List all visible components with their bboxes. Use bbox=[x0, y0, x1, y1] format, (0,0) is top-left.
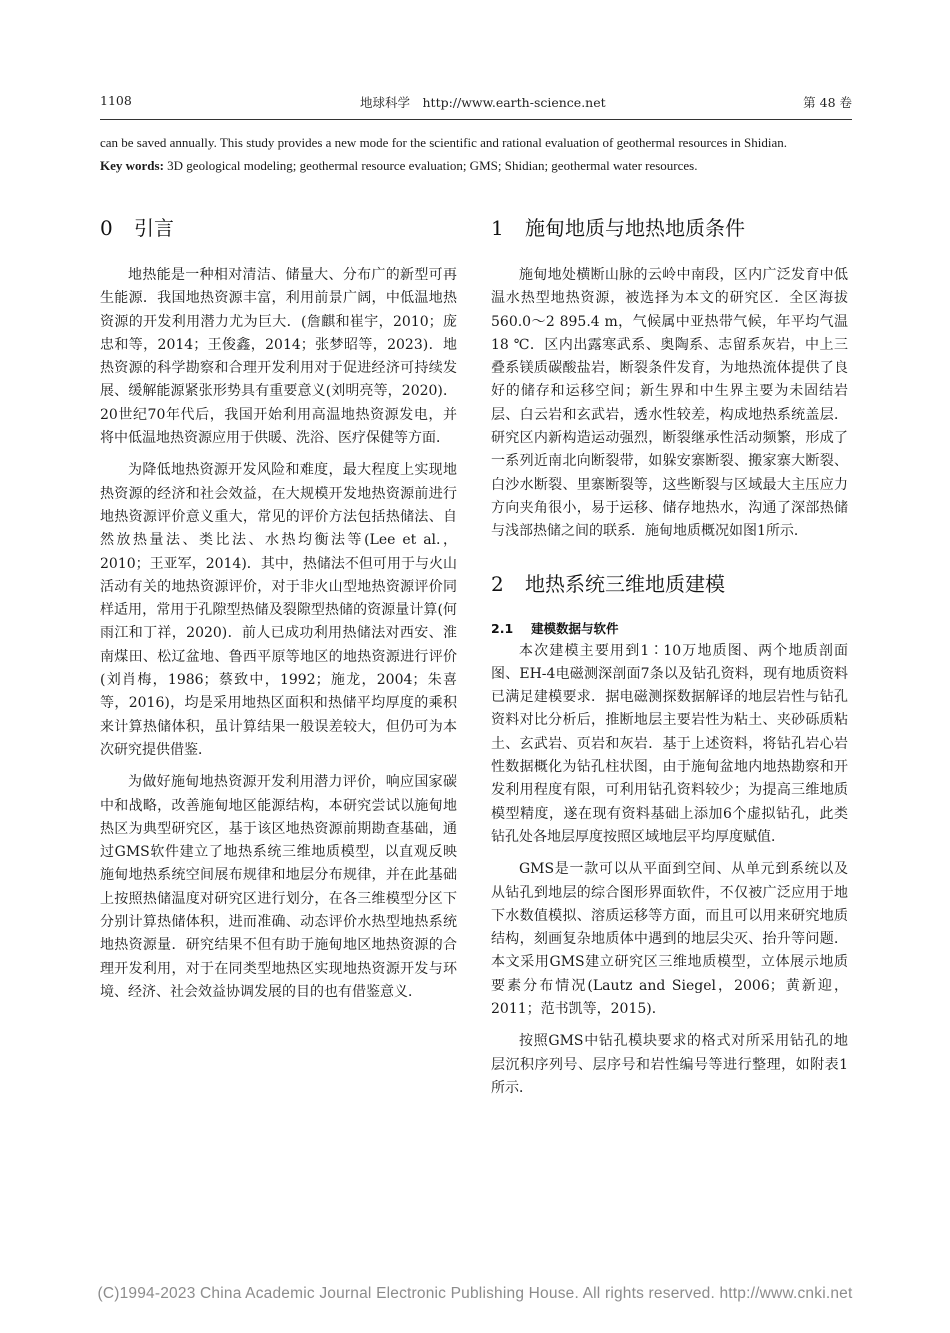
section-title: 施甸地质与地热地质条件 bbox=[525, 216, 745, 240]
modeling-paragraph-2: GMS是一款可以从平面到空间、从单元到系统以及从钻孔到地层的综合图形界面软件，不仅被广泛应用于地下水数值模拟、溶质运移等方面，而且可以用来研究地质结构，刻画复杂地质体中遇到的地层尖灭、抬升等问题．本文采用GMS建立研究区三维地质模型，立体展示地质要素分布情况(Lautz and Siegel，2006；黄新迎，2011；范书凯等，2015)． bbox=[491, 861, 848, 1018]
keywords bbox=[100, 157, 852, 175]
running-header bbox=[100, 93, 852, 113]
section-number: 1 bbox=[491, 216, 504, 240]
keywords-label: Key words: bbox=[100, 158, 164, 173]
left-column bbox=[100, 214, 457, 1004]
abstract-tail: can be saved annually. This study provides a new mode for the scientific and rational evaluation of geothermal resources in Shidian. bbox=[100, 135, 787, 150]
section-number: 0 bbox=[100, 216, 113, 240]
section-number: 2 bbox=[491, 571, 504, 596]
intro-paragraph-2: 为降低地热资源开发风险和难度，最大程度上实现地热资源的经济和社会效益，在大规模开发地热资源前进行地热资源评价意义重大，常见的评价方法包括热储法、自然放热量法、类比法、水热均衡法等(Lee et al.，2010；王亚军，2014)．其中，热储法不但可用于与火山活动有关的地热资源评价，对于非火山型地热资源评价同样适用，常用于孔隙型热储及裂隙型热储的资源量计算(何雨江和丁祥，2020)．前人已成功利用热储法对西安、淮南煤田、松辽盆地、鲁西平原等地区的地热资源进行评价(刘肖梅，1986；蔡致中，1992；施龙，2004；朱喜等，2016)，均是采用地热区面积和热储平均厚度的乘积来计算热储体积，虽计算结果一般误差较大，但仍可为本次研究提供借鉴． bbox=[100, 462, 457, 758]
section-heading-geology bbox=[491, 214, 848, 242]
modeling-paragraph-3: 按照GMS中钻孔模块要求的格式对所采用钻孔的地层沉积序列号、层序号和岩性编号等进行整理，如附表1所示． bbox=[491, 1033, 848, 1096]
subsection-number: 2.1 bbox=[491, 620, 514, 636]
right-column bbox=[491, 214, 848, 1100]
subsection-heading-data-software bbox=[491, 620, 848, 638]
header-rule bbox=[100, 119, 852, 120]
section-title: 地热系统三维地质建模 bbox=[525, 571, 725, 596]
modeling-paragraph-1: 本次建模主要用到1∶10万地质图、两个地质剖面图、EH-4电磁测深剖面7条以及钻孔资料，现有地质资料已满足建模要求．据电磁测探数据解译的地层岩性与钻孔资料对比分析后，推断地层主要岩性为粘土、夹砂砾质粘土、玄武岩、页岩和灰岩．基于上述资料，将钻孔岩心岩性数据概化为钻孔柱状图，由于施甸盆地内地热勘察和开发利用程度有限，可利用钻孔资料较少；为提高三维地质模型精度，遂在现有资料基础上添加6个虚拟钻孔，此类钻孔处各地层厚度按照区域地层平均厚度赋值． bbox=[491, 642, 848, 845]
journal-name-url: 地球科学 http://www.earth-science.net bbox=[360, 95, 606, 110]
section-heading-introduction bbox=[100, 214, 457, 242]
keywords-text: 3D geological modeling; geothermal resource evaluation; GMS; Shidian; geothermal water resources. bbox=[163, 158, 698, 173]
geology-paragraph: 施甸地处横断山脉的云岭中南段，区内广泛发育中低温水热型地热资源，被选择为本文的研究区．全区海拔560.0～2 895.4 m，气候属中亚热带气候，年平均气温18 ℃．区内出露寒武系、奥陶系、志留系灰岩，中上三叠系镁质碳酸盐岩，断裂条件发育，为地热流体提供了良好的储存和运移空间；新生界和中生界主要为未固结岩层、白云岩和玄武岩，透水性较差，构成地热系统盖层．研究区内新构造运动强烈，断裂继承性活动频繁，形成了一系列近南北向断裂带，如躲安寨断裂、搬家寨大断裂、白沙水断裂、里寨断裂等，这些断裂与区域最大主压应力方向夹角很小，易于运移、储存地热水，沟通了深部热储与浅部热储之间的联系．施甸地质概况如图1所示． bbox=[491, 267, 848, 540]
intro-paragraph-1: 地热能是一种相对清洁、储量大、分布广的新型可再生能源．我国地热资源丰富，利用前景广阔，中低温地热资源的开发利用潜力尤为巨大．(詹麒和崔宇，2010；庞忠和等，2014；王俊鑫，2014；张梦昭等，2023)．地热资源的科学勘察和合理开发利用对于促进经济可持续发展、缓解能源紧张形势具有重要意义(刘明亮等，2020)．20世纪70年代后，我国开始利用高温地热资源发电，并将中低温地热资源应用于供暖、洗浴、医疗保健等方面． bbox=[100, 267, 457, 447]
page-number: 1108 bbox=[100, 93, 132, 108]
volume-number: 第 48 卷 bbox=[803, 95, 852, 110]
copyright-footer: (C)1994-2023 China Academic Journal Electronic Publishing House. All rights reserved. http://www.cnki.net bbox=[97, 1285, 853, 1302]
intro-paragraph-3: 为做好施甸地热资源开发利用潜力评价，响应国家碳中和战略，改善施甸地区能源结构，本研究尝试以施甸地热区为典型研究区，基于该区地热资源前期勘查基础，通过GMS软件建立了地热系统三维地质模型，以直观反映施甸地热系统空间展布规律和地层分布规律，并在此基础上按照热储温度对研究区进行划分，在各三维模型分区下分别计算热储体积，进而准确、动态评价水热型地热系统地热资源量．研究结果不但有助于施甸地区地热资源的合理开发利用，对于在同类型地热区实现地热资源开发与环境、经济、社会效益协调发展的目的也有借鉴意义． bbox=[100, 774, 457, 1000]
subsection-title: 建模数据与软件 bbox=[531, 620, 619, 636]
section-heading-modeling bbox=[491, 570, 848, 598]
section-title: 引言 bbox=[134, 216, 174, 240]
